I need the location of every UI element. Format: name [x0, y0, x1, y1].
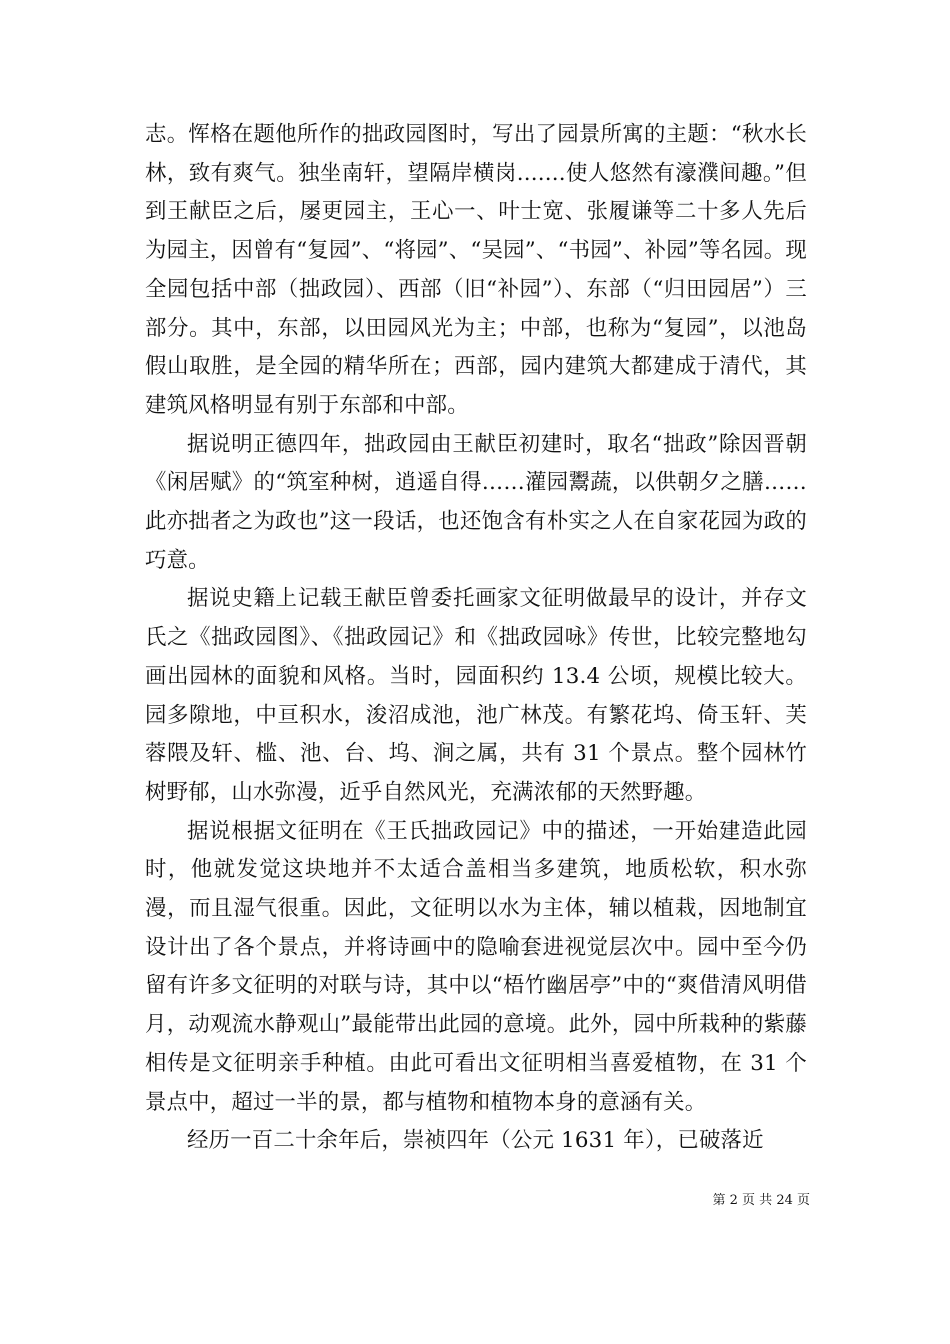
paragraph-5: 经历一百二十余年后，崇祯四年（公元 1631 年），已破落近 — [187, 1128, 764, 1154]
paragraph-2: 据说明正德四年，拙政园由王献臣初建时，取名“拙政”除因晋朝《闲居赋》的“筑室种树，逍遥自得……灌园鬻蔬，以供朝夕之膳……此亦拙者之为政也”这一段话，也还饱含有朴实之人在自家花园为政的巧意。 — [145, 431, 807, 573]
paragraph-3: 据说史籍上记载王献臣曾委托画家文征明做最早的设计，并存文氏之《拙政园图》、《拙政园记》和《拙政园咏》传世，比较完整地勾画出园林的面貌和风格。当时，园面积约 13.4 公顷，规模比较大。园多隙地，中亘积水，浚沼成池，池广林茂。有繁花坞、倚玉轩、芙蓉隈及轩、槛、池、台、坞、涧之属，共有 31 个景点。整个园林竹树野郁，山水弥漫，近乎自然风光，充满浓郁的天然野趣。 — [145, 586, 807, 805]
page-number-footer: 第 2 页 共 24 页 — [712, 1193, 810, 1208]
body-text — [145, 116, 807, 1161]
paragraph-1: 志。恽格在题他所作的拙政园图时，写出了园景所寓的主题：“秋水长林，致有爽气。独坐南轩，望隔岸横岗.......使人悠然有濠濮间趣。”但到王献臣之后，屡更园主，王心一、叶士宽、张履谦等二十多人先后为园主，因曾有“复园”、“将园”、“吴园”、“书园”、补园”等名园。现全园包括中部（拙政园）、西部（旧“补园”）、东部（“归田园居”）三部分。其中，东部，以田园风光为主；中部，也称为“复园”，以池岛假山取胜，是全园的精华所在；西部，园内建筑大都建成于清代，其建筑风格明显有别于东部和中部。 — [145, 122, 807, 418]
paragraph-4: 据说根据文征明在《王氏拙政园记》中的描述，一开始建造此园时，他就发觉这块地并不太适合盖相当多建筑，地质松软，积水弥漫，而且湿气很重。因此，文征明以水为主体，辅以植栽，因地制宜设计出了各个景点，并将诗画中的隐喻套进视觉层次中。园中至今仍留有许多文征明的对联与诗，其中以“梧竹幽居亭”中的“爽借清风明借月，动观流水静观山”最能带出此园的意境。此外，园中所栽种的紫藤相传是文征明亲手种植。由此可看出文征明相当喜爱植物，在 31 个景点中，超过一半的景，都与植物和植物本身的意涵有关。 — [145, 818, 807, 1115]
